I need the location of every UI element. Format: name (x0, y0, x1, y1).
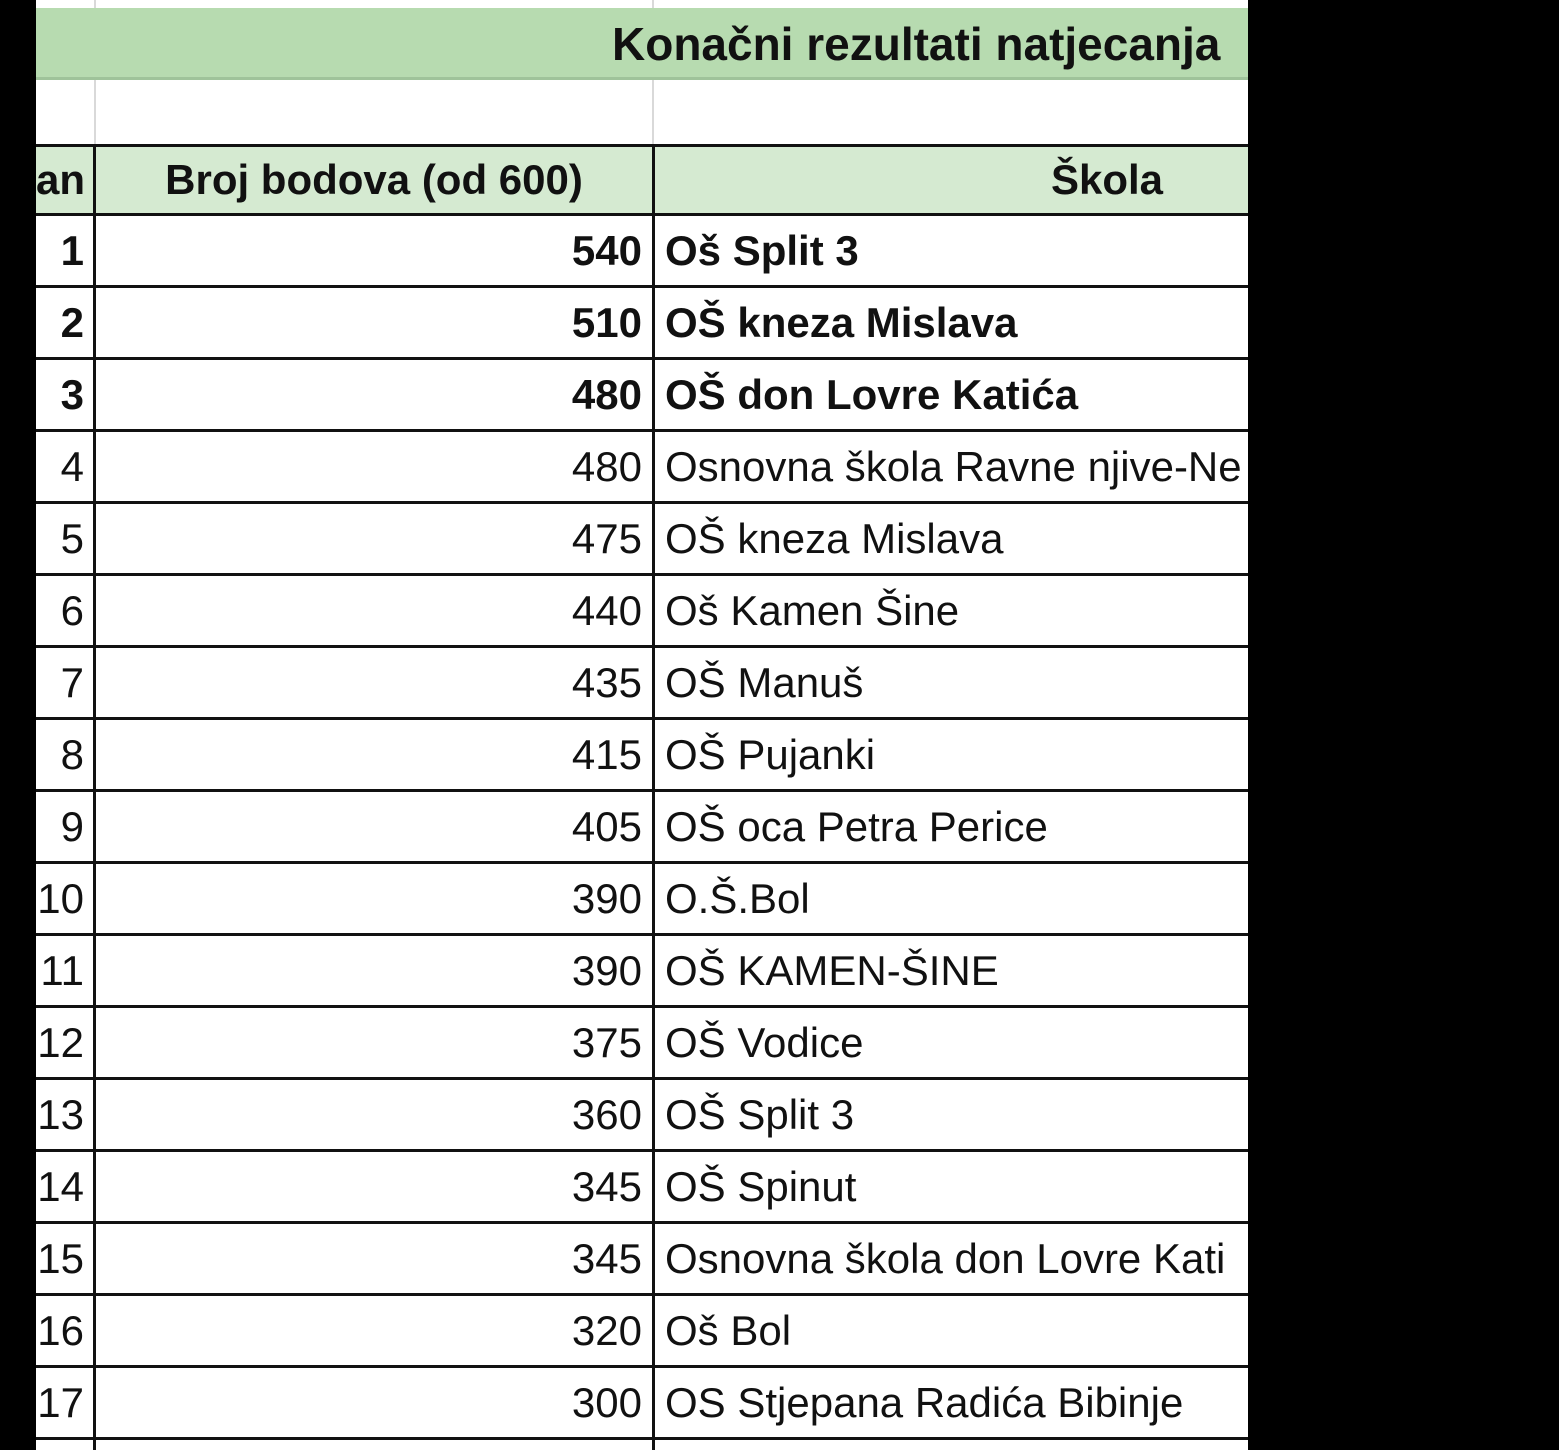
points-cell[interactable]: 360 (571, 1091, 642, 1138)
rank-cell[interactable]: 14 (37, 1163, 84, 1210)
school-cell[interactable]: OŠ don Lovre Katića (665, 371, 1079, 418)
points-cell[interactable]: 540 (571, 227, 642, 274)
school-cell[interactable]: Oš Split 3 (665, 227, 859, 274)
school-cell[interactable]: OŠ Vodice (665, 1019, 864, 1066)
school-cell[interactable]: Osnovna škola Ravne njive-Ne (665, 443, 1242, 490)
rank-cell[interactable]: 10 (37, 875, 84, 922)
rank-cell[interactable]: 2 (60, 299, 84, 346)
school-cell[interactable]: OŠ oca Petra Perice (665, 803, 1048, 850)
points-cell[interactable]: 475 (571, 515, 642, 562)
points-cell[interactable]: 435 (571, 659, 642, 706)
points-cell[interactable]: 375 (571, 1019, 642, 1066)
points-cell[interactable]: 300 (571, 1379, 642, 1426)
rank-cell[interactable]: 17 (37, 1379, 84, 1426)
school-cell[interactable]: OŠ Manuš (665, 659, 864, 706)
points-cell[interactable]: 480 (571, 443, 642, 490)
table-row (36, 216, 1248, 288)
header-rank[interactable]: an (36, 156, 86, 203)
table-row (36, 1368, 1248, 1440)
points-cell[interactable]: 415 (571, 731, 642, 778)
table-row (36, 936, 1248, 1008)
spreadsheet (36, 0, 1248, 1450)
rank-cell[interactable]: 16 (37, 1307, 84, 1354)
school-cell[interactable]: Osnovna škola don Lovre Kati (665, 1235, 1226, 1282)
table-row (36, 288, 1248, 360)
school-cell[interactable]: OŠ Pujanki (665, 731, 876, 778)
column-separator (652, 144, 655, 1450)
rank-cell[interactable]: 15 (37, 1235, 84, 1282)
rank-cell[interactable]: 13 (37, 1091, 84, 1138)
school-cell[interactable]: OŠ Split 3 (665, 1091, 855, 1138)
empty-row[interactable] (36, 80, 1248, 144)
table-row (36, 720, 1248, 792)
grid-line (94, 80, 96, 144)
rank-cell[interactable]: 11 (40, 947, 84, 994)
school-cell[interactable]: OŠ kneza Mislava (665, 515, 1004, 562)
points-cell[interactable]: 405 (571, 803, 642, 850)
table-row (36, 864, 1248, 936)
rank-cell[interactable]: 4 (60, 443, 84, 490)
rank-cell[interactable]: 7 (60, 659, 84, 706)
rank-cell[interactable]: 6 (60, 587, 84, 634)
grid-line (652, 80, 654, 144)
points-cell[interactable]: 510 (571, 299, 642, 346)
points-cell[interactable]: 345 (571, 1235, 642, 1282)
rank-cell[interactable]: 5 (60, 515, 84, 562)
rank-cell[interactable]: 8 (60, 731, 84, 778)
school-cell[interactable]: Oš Kamen Šine (665, 587, 960, 634)
points-cell[interactable]: 480 (571, 371, 642, 418)
table-row (36, 1296, 1248, 1368)
column-separator (93, 144, 96, 1450)
school-cell[interactable]: OS Stjepana Radića Bibinje (665, 1379, 1184, 1426)
table-row (36, 792, 1248, 864)
points-cell[interactable]: 345 (571, 1163, 642, 1210)
table-row (36, 576, 1248, 648)
table-row (36, 648, 1248, 720)
school-cell[interactable]: Oš Bol (665, 1307, 792, 1354)
school-cell[interactable]: OŠ KAMEN-ŠINE (665, 947, 999, 994)
rank-cell[interactable]: 1 (60, 227, 84, 274)
header-school[interactable]: Škola (1050, 156, 1164, 203)
table-row (36, 504, 1248, 576)
rank-cell[interactable]: 12 (37, 1019, 84, 1066)
table-row (36, 1224, 1248, 1296)
rank-cell[interactable]: 9 (60, 803, 84, 850)
table-row (36, 1080, 1248, 1152)
points-cell[interactable]: 320 (571, 1307, 642, 1354)
school-cell[interactable]: OŠ kneza Mislava (665, 299, 1018, 346)
points-cell[interactable]: 390 (571, 875, 642, 922)
title-row[interactable] (36, 8, 1248, 80)
school-cell[interactable]: OŠ Spinut (665, 1163, 857, 1210)
header-row (36, 144, 1248, 216)
table-row (36, 360, 1248, 432)
table-row (36, 1008, 1248, 1080)
rank-cell[interactable]: 3 (60, 371, 84, 418)
table-row (36, 432, 1248, 504)
table-row (36, 1152, 1248, 1224)
results-table (36, 216, 1248, 1440)
points-cell[interactable]: 390 (571, 947, 642, 994)
header-points[interactable]: Broj bodova (od 600) (165, 156, 583, 203)
points-cell[interactable]: 440 (571, 587, 642, 634)
school-cell[interactable]: O.Š.Bol (665, 875, 810, 922)
sheet-title: Konačni rezultati natjecanja (612, 18, 1221, 70)
